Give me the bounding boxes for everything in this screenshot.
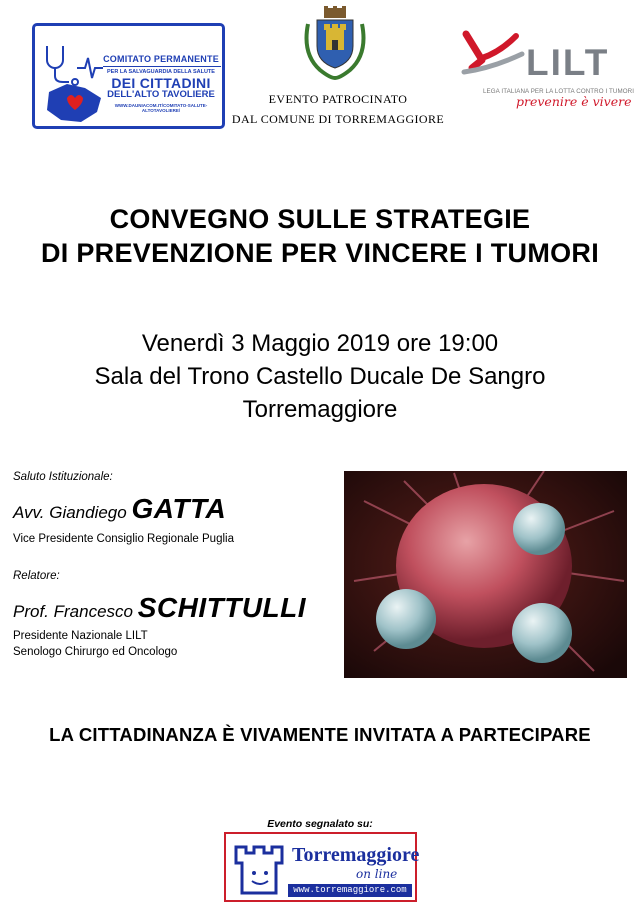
speaker-label: Relatore: — [13, 570, 60, 582]
speaker-name — [13, 592, 306, 624]
heart-map-icon — [41, 40, 105, 126]
cancer-cell-image — [344, 471, 627, 678]
lilt-wordmark: LILT — [526, 42, 610, 83]
speaker-roles — [13, 628, 177, 660]
site-name: Torremaggiore — [292, 844, 420, 866]
title-line2: DI PREVENZIONE PER VINCERE I TUMORI — [40, 238, 600, 268]
committee-line1: COMITATO PERMANENTE — [103, 54, 219, 64]
speaker-role2: Senologo Chirurgo ed Oncologo — [13, 646, 178, 658]
committee-logo — [32, 23, 225, 129]
event-title — [0, 202, 640, 270]
committee-line4: DELL'ALTO TAVOLIERE — [107, 89, 215, 100]
lilt-figure-icon — [460, 28, 525, 80]
greeting-speaker-name — [13, 493, 226, 525]
patronage-line1: EVENTO PATROCINATO — [268, 92, 408, 106]
greeting-surname: GATTA — [131, 493, 227, 524]
site-tag: on line — [356, 867, 398, 881]
greeting-role: Vice Presidente Consiglio Regionale Puglia — [13, 533, 234, 545]
castle-tower-icon — [232, 839, 290, 897]
committee-url: WWW.DAUNIACOM.IT/COMITATO-SALUTE-ALTOTAVOLIERE/ — [114, 103, 208, 113]
event-info — [0, 327, 640, 426]
greeting-label: Saluto Istituzionale: — [13, 471, 113, 483]
lilt-slogan: prevenire è vivere — [516, 94, 632, 109]
reported-on-label: Evento segnalato su: — [267, 818, 373, 830]
committee-line3: DEI CITTADINI — [111, 75, 211, 91]
event-city: Torremaggiore — [242, 396, 398, 423]
patronage-line2: DAL COMUNE DI TORREMAGGIORE — [231, 112, 445, 126]
greeting-prefix: Avv. Giandiego — [13, 503, 127, 522]
patronage-text — [225, 89, 451, 129]
speaker-prefix: Prof. Francesco — [13, 602, 133, 621]
invitation-text: LA CITTADINANZA È VIVAMENTE INVITATA A PARTECIPARE — [49, 724, 591, 745]
site-url[interactable]: www.torremaggiore.com — [288, 884, 412, 897]
torremaggiore-online-logo[interactable] — [224, 832, 420, 902]
municipal-crest-icon — [300, 4, 370, 80]
speaker-surname: SCHITTULLI — [137, 592, 307, 623]
lilt-subtitle: LEGA ITALIANA PER LA LOTTA CONTRO I TUMORI — [483, 88, 635, 95]
event-date-time: Venerdì 3 Maggio 2019 ore 19:00 — [141, 330, 499, 357]
speaker-role1: Presidente Nazionale LILT — [13, 630, 148, 642]
committee-line2: PER LA SALVAGUARDIA DELLA SALUTE — [107, 69, 215, 75]
title-line1: CONVEGNO SULLE STRATEGIE — [109, 204, 531, 234]
event-venue: Sala del Trono Castello Ducale De Sangro — [94, 363, 546, 390]
